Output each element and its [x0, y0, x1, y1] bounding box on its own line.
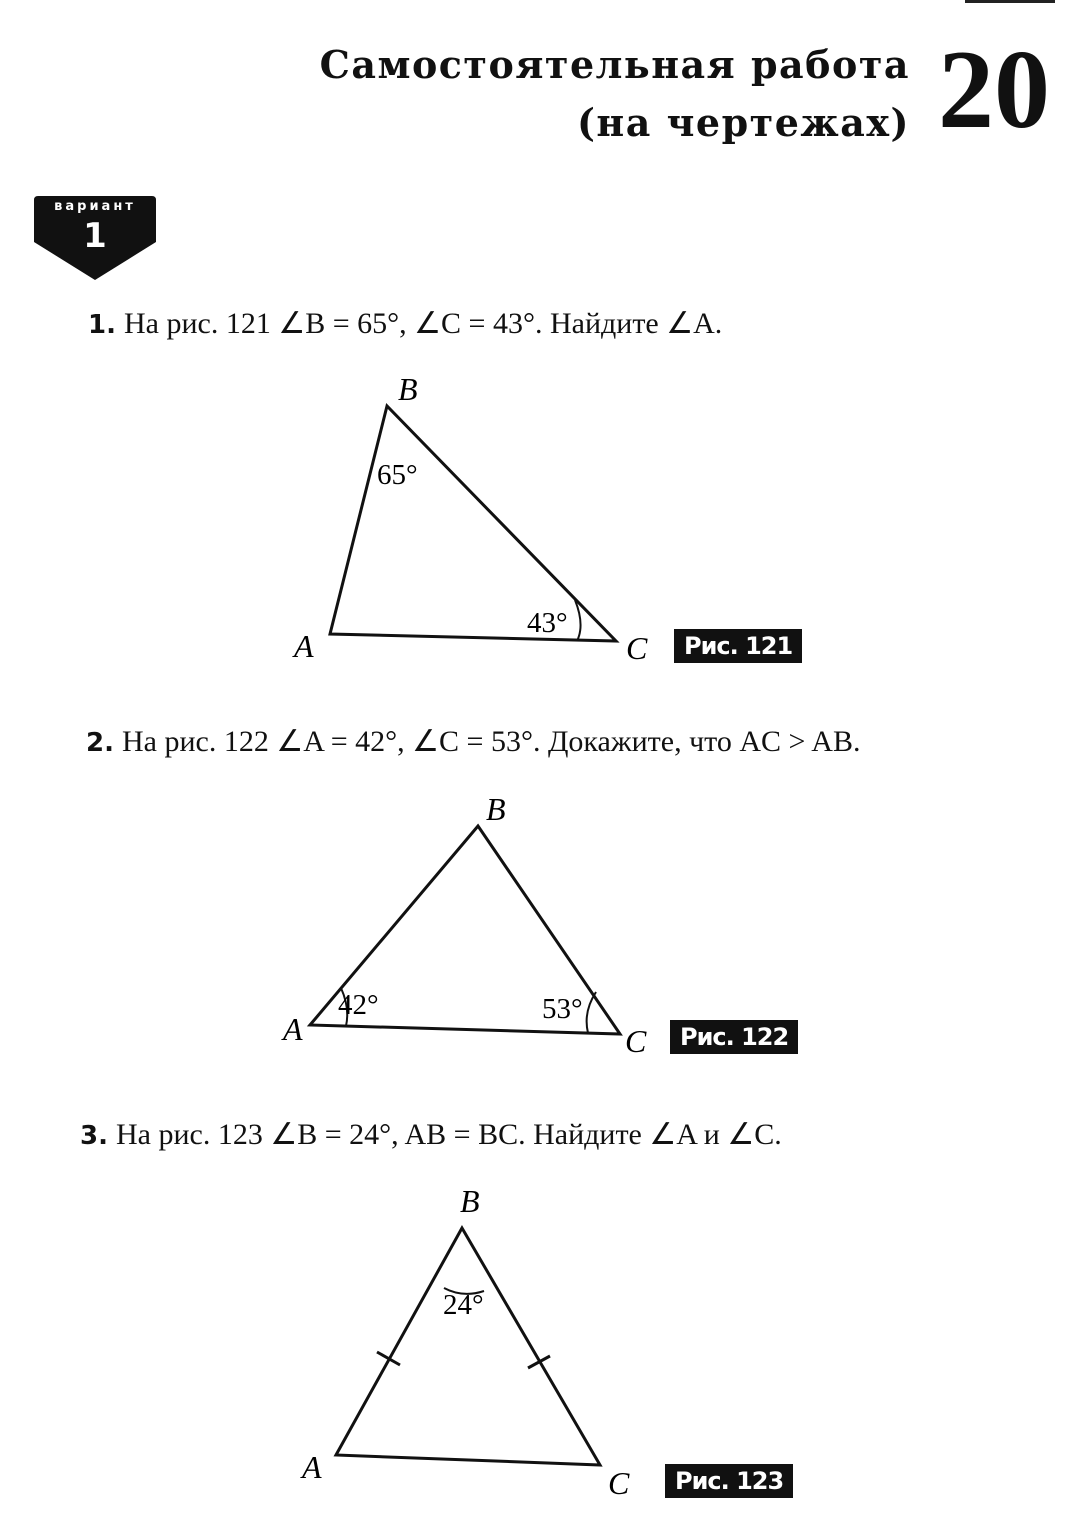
problem-2-number: 2. [86, 728, 114, 758]
vertex-b-123: B [460, 1183, 480, 1219]
variant-badge [30, 196, 160, 282]
problem-1-text: На рис. 121 ∠B = 65°, ∠C = 43°. Найдите ∠A. [123, 307, 723, 340]
vertex-c-123: C [608, 1465, 630, 1501]
problem-1-number: 1. [88, 310, 116, 340]
triangle-121 [330, 406, 616, 641]
angle-arc-a-122 [341, 988, 347, 1026]
figure-121 [292, 371, 648, 666]
page-title [320, 36, 910, 152]
variant-label: вариант [54, 199, 136, 214]
work-number: 20 [938, 28, 1050, 152]
angle-c-122: 53° [542, 993, 583, 1025]
problem-3-text: На рис. 123 ∠B = 24°, AB = BC. Найдите ∠A и ∠C. [115, 1118, 782, 1151]
variant-number: 1 [83, 216, 107, 256]
vertex-a-122: A [283, 1011, 303, 1047]
tick-bc-123 [528, 1356, 550, 1368]
angle-arc-c-121 [575, 600, 581, 641]
figure-123 [300, 1183, 630, 1501]
problem-1 [88, 304, 722, 345]
angle-arc-b-123 [444, 1288, 484, 1294]
problem-3 [80, 1115, 782, 1156]
caption-123: Рис. 123 [665, 1464, 793, 1498]
angle-c-121: 43° [527, 607, 568, 639]
caption-122: Рис. 122 [670, 1020, 798, 1054]
caption-121: Рис. 121 [674, 629, 802, 663]
triangle-122 [310, 826, 620, 1034]
problem-3-number: 3. [80, 1121, 108, 1151]
title-line-1: Самостоятельная работа [319, 42, 910, 87]
vertex-c-121: C [626, 630, 648, 666]
problem-2-text: На рис. 122 ∠A = 42°, ∠C = 53°. Докажите, что AC > AB. [121, 725, 861, 758]
vertex-b-122: B [486, 791, 506, 827]
angle-b-121: 65° [377, 459, 418, 491]
figure-122 [281, 791, 647, 1059]
title-line-2: (на чертежах) [576, 100, 910, 145]
top-rule [965, 0, 1055, 3]
angle-a-122: 42° [338, 989, 379, 1021]
vertex-a-123: A [302, 1449, 322, 1485]
angle-arc-c-122 [587, 992, 596, 1033]
vertex-b-121: B [398, 371, 418, 407]
vertex-a-121: A [294, 628, 314, 664]
angle-b-123: 24° [443, 1289, 484, 1321]
vertex-c-122: C [625, 1023, 647, 1059]
triangle-123 [336, 1228, 600, 1465]
problem-2 [86, 722, 860, 763]
tick-ab-123 [377, 1352, 400, 1365]
